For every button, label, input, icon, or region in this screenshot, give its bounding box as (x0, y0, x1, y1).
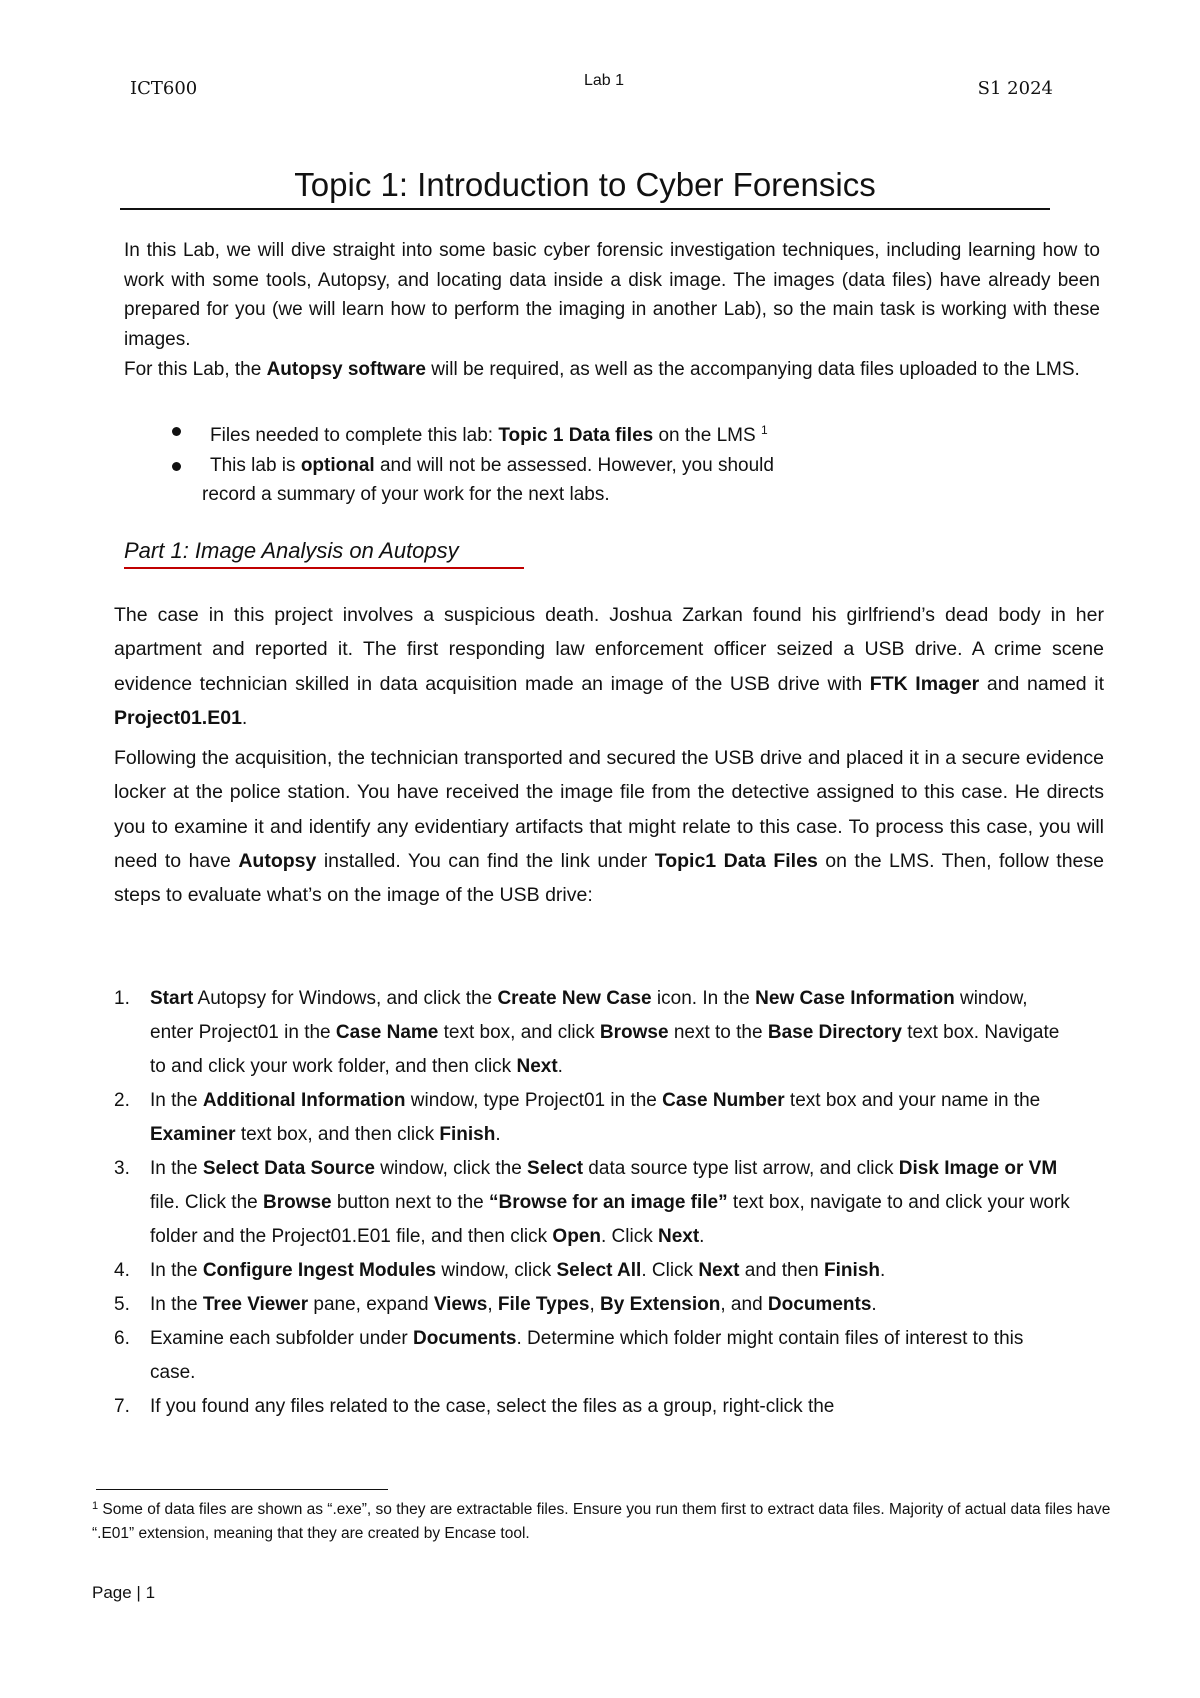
bullet-icon (172, 462, 181, 471)
intro-paragraph: In this Lab, we will dive straight into some basic cyber forensic investigation techniques, including learning how to work with some tools, Autopsy, and locating data inside a disk image. The images (data files) have already been prepared for you (we will learn how to perform the imaging in another Lab), so the main task is working with these images. (124, 240, 1100, 350)
case-paragraph: The case in this project involves a suspicious death. Joshua Zarkan found his girlfriend’s dead body in her apartment and reported it. The first responding law enforcement officer seized a USB drive. A crime scene evidence technician skilled in data acquisition made an image of the USB drive with FTK Imager and named it Project01.E01. (114, 604, 1104, 729)
case-paragraph-2: Following the acquisition, the technician transported and secured the USB drive and placed it in a secure evidence locker at the police station. You have received the image file from the detective assigned to this case. He directs you to examine it and identify any evidentiary artifacts that might relate to this case. To process this case, you will need to have Autopsy installed. You can find the link under Topic1 Data Files on the LMS. Then, follow these steps to evaluate what’s on the image of the USB drive: (114, 747, 1104, 907)
list-item: This lab is optional and will not be assessed. However, you should record a summary of your work for the next labs. (168, 451, 888, 510)
requirements-list (168, 416, 888, 510)
header-lab: Lab 1 (584, 72, 625, 89)
page-number: Page | 1 (92, 1583, 156, 1602)
header-course: ICT600 (130, 78, 198, 99)
footnote-ref[interactable]: 1 (760, 423, 768, 437)
header-semester: S1 2024 (977, 78, 1053, 99)
footnote: $^1$ Some of data files are shown as “.exe”, so they are extractable files. Ensure you run them first to extract data files. Majority of actual data files have “.E01” extension, meaning that they are created by Encase tool. (92, 1500, 1111, 1542)
steps-list (114, 982, 1074, 1424)
page-title: Topic 1: Introduction to Cyber Forensics (120, 165, 1050, 210)
list-item: 6. Examine each subfolder under Documents. Determine which folder might contain files of interest to this case. (114, 1328, 1024, 1383)
list-item: 3. In the Select Data Source window, click the Select data source type list arrow, and click Disk Image or VM file. Click the Browse button next to the “Browse for an image file” text box, navigate to and click your work folder and the Project01.E01 file, and then click Open. Click Next. (114, 1158, 1070, 1247)
intro-paragraph-2: For this Lab, the Autopsy software will be required, as well as the accompanying data files uploaded to the LMS. (124, 359, 1080, 380)
list-item: 4. In the Configure Ingest Modules window, click Select All. Click Next and then Finish. (114, 1260, 886, 1281)
bullet-icon (172, 427, 181, 436)
footnote-divider (96, 1489, 388, 1490)
section-underline (124, 567, 524, 569)
list-item: 5. In the Tree Viewer pane, expand Views, File Types, By Extension, and Documents. (114, 1294, 877, 1315)
list-item: Files needed to complete this lab: Topic 1 Data files on the LMS $^1$ (168, 416, 888, 451)
list-item: 2. In the Additional Information window, type Project01 in the Case Number text box and your name in the Examiner text box, and then click Finish. (114, 1090, 1041, 1145)
section-heading: Part 1: Image Analysis on Autopsy (124, 538, 459, 563)
list-item: 1. Start Autopsy for Windows, and click the Create New Case icon. In the New Case Information window, enter Project01 in the Case Name text box, and click Browse next to the Base Directory text box. Navigate to and click your work folder, and then click Next. (114, 988, 1060, 1077)
list-item: 7. If you found any files related to the case, select the files as a group, right-click the (114, 1396, 835, 1417)
